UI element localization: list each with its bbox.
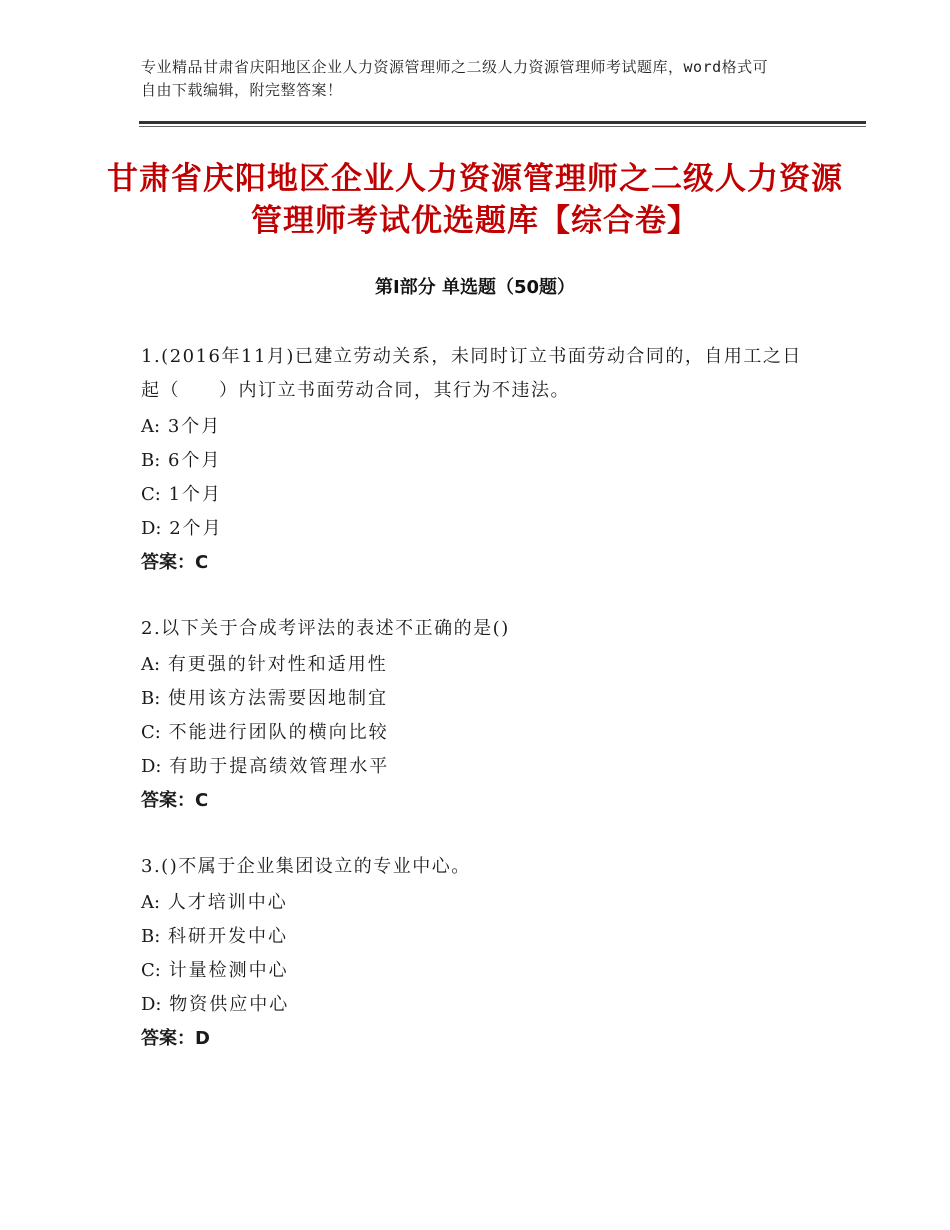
option-key: D: bbox=[141, 518, 162, 539]
option-a bbox=[141, 648, 811, 682]
question-list bbox=[141, 340, 811, 1088]
answer-line bbox=[141, 546, 811, 580]
part-heading: 第Ⅰ部分 单选题（50题） bbox=[374, 277, 575, 298]
option-text: 6个月 bbox=[168, 450, 222, 471]
option-text: 3个月 bbox=[167, 416, 222, 437]
option-b bbox=[141, 682, 811, 716]
option-key: A: bbox=[141, 654, 161, 675]
option-key: C: bbox=[141, 484, 161, 505]
option-key: D: bbox=[141, 994, 162, 1015]
answer-prefix: 答案： bbox=[141, 790, 195, 811]
option-d bbox=[141, 988, 811, 1022]
option-text: 2个月 bbox=[169, 518, 223, 539]
header-note: 专业精品甘肃省庆阳地区企业人力资源管理师之二级人力资源管理师考试题库，word格式可自由下载编辑，附完整答案！ bbox=[141, 58, 769, 99]
option-c bbox=[141, 954, 811, 988]
question-2 bbox=[141, 612, 811, 818]
answer-value: D bbox=[195, 1028, 210, 1049]
option-c bbox=[141, 716, 811, 750]
option-key: C: bbox=[141, 722, 161, 743]
option-key: C: bbox=[141, 960, 161, 981]
header-rule-thick bbox=[139, 121, 866, 124]
option-text: 科研开发中心 bbox=[168, 926, 289, 947]
option-a bbox=[141, 886, 811, 920]
option-key: D: bbox=[141, 756, 162, 777]
option-text: 人才培训中心 bbox=[167, 892, 288, 913]
option-c bbox=[141, 478, 811, 512]
question-stem: 1.(2016年11月)已建立劳动关系，未同时订立书面劳动合同的，自用工之日起（ ）内订立书面劳动合同，其行为不违法。 bbox=[141, 346, 802, 401]
option-key: B: bbox=[141, 450, 161, 471]
header-rule-thin bbox=[139, 126, 866, 127]
option-a bbox=[141, 410, 811, 444]
option-b bbox=[141, 444, 811, 478]
question-stem: 2.以下关于合成考评法的表述不正确的是() bbox=[141, 618, 510, 639]
option-text: 1个月 bbox=[168, 484, 223, 505]
answer-prefix: 答案： bbox=[141, 1028, 195, 1049]
option-key: B: bbox=[141, 688, 161, 709]
answer-value: C bbox=[195, 790, 209, 811]
answer-line bbox=[141, 784, 811, 818]
answer-line bbox=[141, 1022, 811, 1056]
option-text: 使用该方法需要因地制宜 bbox=[168, 688, 389, 709]
answer-value: C bbox=[195, 552, 209, 573]
answer-prefix: 答案： bbox=[141, 552, 195, 573]
question-stem: 3.()不属于企业集团设立的专业中心。 bbox=[141, 856, 471, 877]
option-text: 有助于提高绩效管理水平 bbox=[169, 756, 390, 777]
option-d bbox=[141, 750, 811, 784]
option-text: 计量检测中心 bbox=[168, 960, 289, 981]
document-title: 甘肃省庆阳地区企业人力资源管理师之二级人力资源管理师考试优选题库【综合卷】 bbox=[107, 161, 843, 239]
option-b bbox=[141, 920, 811, 954]
question-1 bbox=[141, 340, 811, 580]
option-key: B: bbox=[141, 926, 161, 947]
option-key: A: bbox=[141, 416, 161, 437]
option-d bbox=[141, 512, 811, 546]
option-text: 有更强的针对性和适用性 bbox=[167, 654, 388, 675]
question-3 bbox=[141, 850, 811, 1056]
option-text: 不能进行团队的横向比较 bbox=[168, 722, 389, 743]
option-text: 物资供应中心 bbox=[169, 994, 290, 1015]
option-key: A: bbox=[141, 892, 161, 913]
